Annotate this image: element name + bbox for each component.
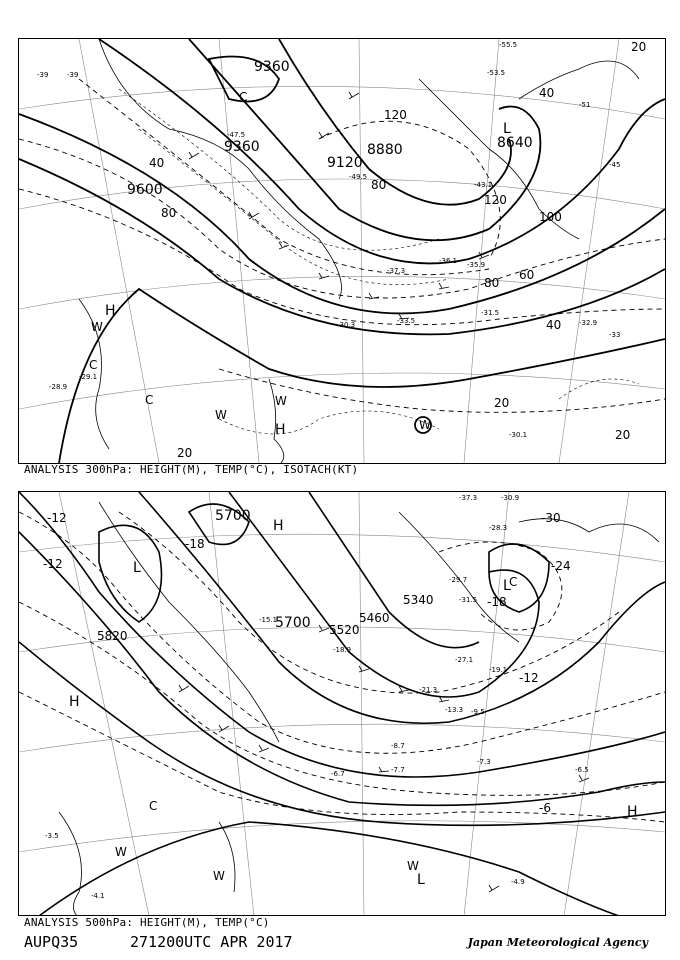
map-300hpa-svg (19, 39, 665, 463)
isotach-lines-300 (19, 79, 665, 412)
isotach-label-300-m: 100 (539, 210, 562, 224)
temp-500-6: -13.3 (445, 706, 464, 714)
temp-300-8: -30.3 (337, 321, 356, 329)
height-label-300-a: 9360 (254, 59, 290, 75)
analysis-300hpa-map (18, 38, 666, 464)
isotach-label-300-l: 20 (631, 40, 647, 54)
wind-barbs-500 (179, 625, 589, 892)
center-h-500-c: H (627, 804, 638, 820)
height-label-500-b: 5700 (275, 615, 311, 631)
temp-500-3: -19.1 (489, 666, 508, 674)
center-l-300: L (503, 121, 511, 137)
temp-500-15: -3.5 (45, 832, 59, 840)
temp-contour-500-e: -30 (541, 511, 561, 525)
temp-300-14: -51 (579, 101, 591, 109)
isotach-label-300-a: 40 (149, 156, 165, 170)
isotach-label-300-i: 20 (494, 396, 510, 410)
temp-contour-500-g: -18 (487, 595, 507, 609)
temp-contour-500-f: -6 (539, 801, 551, 815)
coastline-300 (79, 39, 639, 463)
center-l-500-c: L (417, 872, 425, 888)
caption-300hpa: ANALYSIS 300hPa: HEIGHT(M), TEMP(°C), ISOTACH(KT) (24, 463, 359, 476)
temp-500-8: -8.7 (391, 742, 405, 750)
map-500hpa-svg (19, 492, 665, 916)
temp-300-9: -29.1 (79, 373, 98, 381)
isotach-label-300-g: 60 (519, 268, 535, 282)
temp-500-19: -31.5 (459, 596, 478, 604)
height-label-500-a: 5700 (215, 508, 251, 524)
isotach-label-300-k: 20 (177, 446, 193, 460)
temp-300-15: -55.5 (499, 41, 518, 49)
center-w-500-a: W (115, 845, 127, 859)
chart-code: AUPQ35 (24, 933, 79, 951)
isotach-label-300-h: 40 (539, 86, 555, 100)
temp-500-9: -7.7 (391, 766, 405, 774)
height-label-300-e: 8880 (367, 142, 403, 158)
temp-500-17: -18.9 (333, 646, 352, 654)
center-w-300-b: W (215, 408, 227, 422)
height-label-300-d: 9120 (327, 155, 363, 171)
height-label-300-f: 8640 (497, 135, 533, 151)
center-w-500-c: W (407, 859, 419, 873)
temp-500-7: -9.5 (471, 708, 485, 716)
isotach-label-300-n: 80 (371, 178, 387, 192)
isotach-label-300-f: 80 (484, 276, 500, 290)
valid-time: 271200UTC APR 2017 (130, 933, 293, 951)
center-c-300-b: C (89, 358, 98, 372)
temp-500-10: -7.3 (477, 758, 491, 766)
temp-500-16: -15.1 (259, 616, 278, 624)
center-h-300-b: H (275, 422, 286, 438)
temp-500-2: -28.3 (489, 524, 508, 532)
temp-contour-500-b: -12 (43, 557, 63, 571)
temp-500-12: -6.7 (331, 770, 345, 778)
temp-500-4: -27.1 (455, 656, 474, 664)
height-label-500-f: 5460 (359, 611, 390, 625)
temp-300-13: -33 (609, 331, 621, 339)
center-h-500-b: H (69, 694, 80, 710)
temp-500-11: -6.5 (575, 766, 589, 774)
temp-300-0: -39 (37, 71, 49, 79)
center-w-300-a: W (91, 320, 103, 334)
center-c-300-c: C (145, 393, 154, 407)
temp-300-3: -36.1 (439, 257, 458, 265)
temp-contour-500-h: -12 (519, 671, 539, 685)
temp-300-18: -45 (609, 161, 621, 169)
caption-500hpa: ANALYSIS 500hPa: HEIGHT(M), TEMP(°C) (24, 916, 270, 929)
analysis-500hpa-map (18, 491, 666, 916)
temp-500-18: -29.7 (449, 576, 468, 584)
center-h-300-a: H (105, 303, 116, 319)
center-w-500-b: W (213, 869, 225, 883)
temp-300-7: -31.5 (481, 309, 500, 317)
agency-name: Japan Meteorological Agency (467, 936, 648, 949)
center-c-500-a: C (509, 575, 518, 589)
isotach-label-300-b: 80 (161, 206, 177, 220)
temp-300-4: -35.9 (467, 261, 486, 269)
height-label-300-c: 9600 (127, 182, 163, 198)
temp-300-16: -53.5 (487, 69, 506, 77)
center-l-500-b: L (503, 578, 511, 594)
wind-barbs-300 (189, 92, 489, 319)
center-w-300-d: W (419, 418, 431, 432)
center-h-500-a: H (273, 518, 284, 534)
temp-500-13: -4.9 (511, 878, 525, 886)
temp-300-11: -30.1 (509, 431, 528, 439)
isotach-label-300-e: 40 (546, 318, 562, 332)
temp-300-10: -28.9 (49, 383, 68, 391)
center-l-500-a: L (133, 560, 141, 576)
height-label-500-c: 5520 (329, 623, 360, 637)
height-label-500-e: 5820 (97, 629, 128, 643)
temp-300-1: -39 (67, 71, 79, 79)
height-label-300-b: 9360 (224, 139, 260, 155)
temp-contour-500-a: -12 (47, 511, 67, 525)
temp-contour-500-c: -18 (185, 537, 205, 551)
isotach-label-300-c: 120 (384, 108, 407, 122)
temp-500-5: -21.3 (419, 686, 438, 694)
temp-300-5: -37.3 (387, 267, 406, 275)
isotach-label-300-j: 20 (615, 428, 631, 442)
temp-300-12: -32.9 (579, 319, 598, 327)
temp-300-17: -49.5 (349, 173, 368, 181)
graticule-300 (19, 39, 665, 463)
temp-contour-500-d: -24 (551, 559, 571, 573)
center-c-300-a: C (239, 90, 248, 104)
center-w-300-c: W (275, 394, 287, 408)
temp-300-6: -33.5 (397, 317, 416, 325)
center-c-500-b: C (149, 799, 158, 813)
temp-500-1: -30.9 (501, 494, 520, 502)
height-label-500-d: 5340 (403, 593, 434, 607)
temp-300-19: -43.1 (474, 181, 493, 189)
temp-300-2: -47.5 (227, 131, 246, 139)
isotach-label-300-d: 120 (484, 193, 507, 207)
temp-500-0: -37.3 (459, 494, 478, 502)
temp-500-14: -4.1 (91, 892, 105, 900)
